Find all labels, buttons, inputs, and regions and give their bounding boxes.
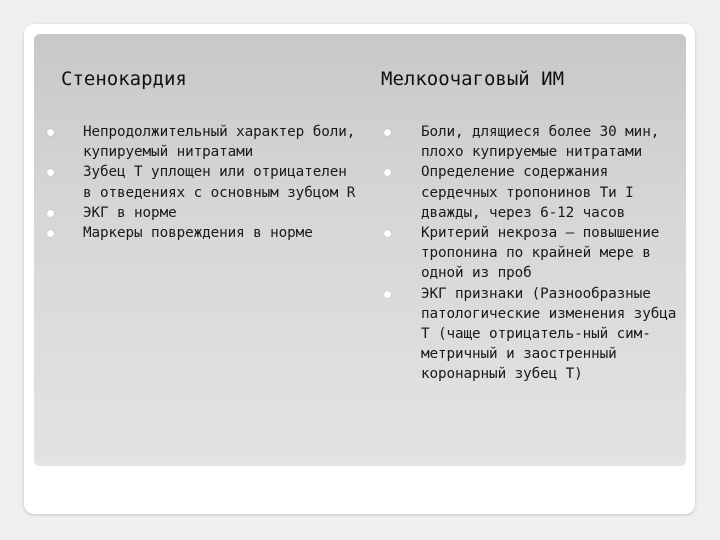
list-item-text: Маркеры повреждения в норме	[83, 225, 313, 242]
bullet-icon	[47, 230, 54, 237]
list-item-text: Критерий некроза — повышение тропонина по крайней мере в одной из проб	[421, 225, 660, 282]
small-focal-mi-heading: Мелкоочаговый ИМ	[381, 68, 565, 90]
list-item-text: Определение содержания сердечных тропонинов Ти I дважды, через 6-12 часов	[421, 164, 634, 221]
list-item	[380, 122, 686, 162]
slide-card	[24, 24, 695, 514]
list-item	[47, 203, 357, 223]
list-item-text: Зубец Т уплощен или отрицателен в отведениях с основным зубцом R	[83, 164, 356, 201]
list-item	[380, 284, 686, 385]
list-item	[47, 122, 357, 162]
bullet-icon	[384, 129, 391, 136]
list-item	[380, 162, 686, 223]
bullet-icon	[47, 210, 54, 217]
list-item	[380, 223, 686, 284]
bullet-icon	[384, 291, 391, 298]
bullet-icon	[384, 169, 391, 176]
list-item-text: ЭКГ в норме	[83, 204, 177, 221]
angina-column	[34, 34, 364, 466]
list-item-text: ЭКГ признаки (Разнообразные патологические изменения зубца Т (чаще отрицатель-ный сим-метричный и заостренный коронарный зубец Т)	[421, 285, 677, 383]
angina-heading: Стенокардия	[61, 68, 187, 90]
list-item	[47, 223, 357, 243]
bullet-icon	[384, 230, 391, 237]
small-focal-mi-list	[380, 122, 686, 385]
list-item-text: Непродолжительный характер боли, купируемый нитратами	[83, 124, 356, 161]
list-item	[47, 162, 357, 202]
bullet-icon	[47, 129, 54, 136]
content-panel	[34, 34, 686, 466]
small-focal-mi-column	[364, 34, 686, 466]
angina-list	[47, 122, 357, 243]
bullet-icon	[47, 169, 54, 176]
list-item-text: Боли, длящиеся более 30 мин, плохо купируемые нитратами	[421, 124, 660, 161]
